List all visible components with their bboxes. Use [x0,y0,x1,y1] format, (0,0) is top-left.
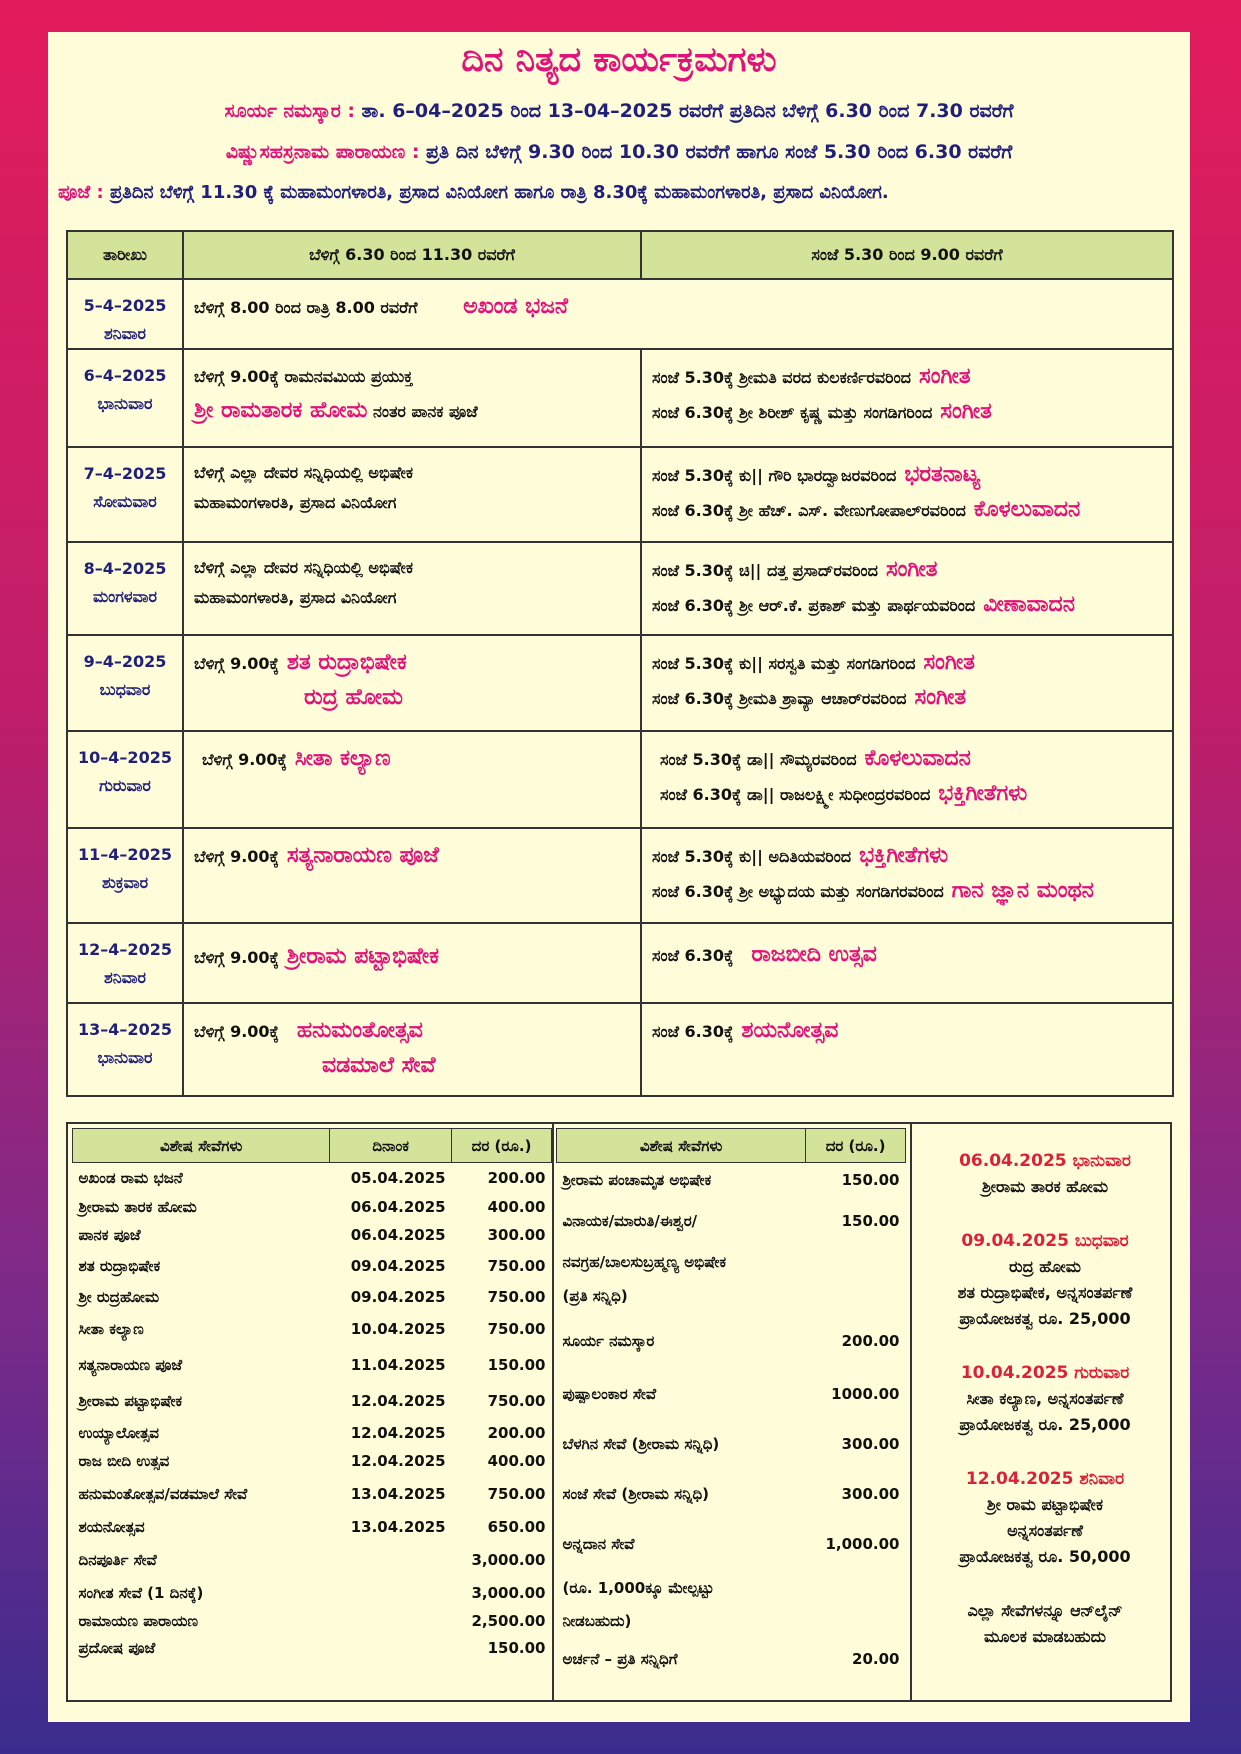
seva-row: ಪ್ರದೋಷ ಪೂಜೆ 150.00 [78,1638,546,1657]
table-row: 8–4–2025 ಮಂಗಳವಾರ ಬೆಳಿಗ್ಗೆ ಎಲ್ಲಾ ದೇವರ ಸನ್ನಿಧಿಯಲ್ಲಿ ಅಭಿಷೇಕ ಮಹಾಮಂಗಳಾರತಿ, ಪ್ರಸಾದ ವಿನಿಯೋಗ ಸಂಜೆ 5.30ಕ್ಕೆ ಚಿ|| ದತ್ತ ಪ್ರಸಾದ್‌ರವರಿಂದ ಸಂಗೀತ ಸಂಜೆ 6.30ಕ್ಕೆ ಶ್ರೀ ಆರ್.ಕೆ. ಪ್ರಕಾಶ್ ಮತ್ತು ಪಾರ್ಥಯವರಿಂದ ವೀಣಾವಾದನ [67,542,1173,635]
sponsorship-notes: 06.04.2025 ಭಾನುವಾರ ಶ್ರೀರಾಮ ತಾರಕ ಹೋಮ 09.04.2025 ಬುಧವಾರ ರುದ್ರ ಹೋಮ ಶತ ರುದ್ರಾಭಿಷೇಕ, ಅನ್ನಸಂತರ್ಪಣೆ ಪ್ರಾಯೋಜಕತ್ವ ರೂ. 25,000 10.04.2025 ಗುರುವಾರ ಸೀತಾ ಕಲ್ಯಾಣ, ಅನ್ನಸಂತರ್ಪಣೆ ಪ್ರಾಯೋಜಕತ್ವ ರೂ. 25,000 12.04.2025 ಶನಿವಾರ ಶ್ರೀ ರಾಮ ಪಟ್ಟಾಭಿಷೇಕ ಅನ್ನಸಂತರ್ಪಣೆ ಪ್ರಾಯೋಜಕತ್ವ ರೂ. 50,000 ಎಲ್ಲಾ ಸೇವೆಗಳನ್ನೂ ಆನ್‌ಲೈನ್ ಮೂಲಕ ಮಾಡಬಹುದು [957,1151,1133,1646]
seva-row: ನವಗ್ರಹ/ಬಾಲಸುಬ್ರಹ್ಮಣ್ಯ ಅಭಿಷೇಕ [562,1252,727,1271]
seva-row: ಪಾನಕ ಪೂಜೆ 06.04.2025 300.00 [78,1225,546,1244]
seva-row: ಶ್ರೀ ರುದ್ರಹೋಮ 09.04.2025 750.00 [78,1287,546,1306]
special-sevas-rates-table: ವಿಶೇಷ ಸೇವೆಗಳು ದರ (ರೂ.) ಶ್ರೀರಾಮ ಪಂಚಾಮೃತ ಅಭಿಷೇಕ 150.00 ವಿನಾಯಕ/ಮಾರುತಿ/ಈಶ್ವರ/ 150.00 ನವಗ್ರಹ/ಬಾಲಸುಬ್ರಹ್ಮಣ್ಯ ಅಭಿಷೇಕ (ಪ್ರತಿ ಸನ್ನಿಧಿ) ಸೂರ್ಯ ನಮಸ್ಕಾರ 200.00 ಪುಷ್ಪಾಲಂಕಾರ ಸೇವೆ 1000.00 ಬೆಳಗಿನ ಸೇವೆ (ಶ್ರೀರಾಮ ಸನ್ನಿಧಿ) 300.00 ಸಂಜೆ ಸೇವೆ (ಶ್ರೀರಾಮ ಸನ್ನಿಧಿ) 300.00 ಅನ್ನದಾನ ಸೇವೆ 1,000.00 (ರೂ. 1,000ಕ್ಕೂ ಮೇಲ್ಪಟ್ಟು ನೀಡಬಹುದು) ಅರ್ಚನೆ – ಪ್ರತಿ ಸನ್ನಿಧಿಗೆ 20.00 [556,1128,906,1683]
header-evening: ಸಂಜೆ 5.30 ರಿಂದ 9.00 ರವರೆಗೆ [641,231,1173,279]
table-row: 7–4–2025 ಸೋಮವಾರ ಬೆಳಿಗ್ಗೆ ಎಲ್ಲಾ ದೇವರ ಸನ್ನಿಧಿಯಲ್ಲಿ ಅಭಿಷೇಕ ಮಹಾಮಂಗಳಾರತಿ, ಪ್ರಸಾದ ವಿನಿಯೋಗ ಸಂಜೆ 5.30ಕ್ಕೆ ಕು|| ಗೌರಿ ಭಾರದ್ವಾಜರವರಿಂದ ಭರತನಾಟ್ಯ ಸಂಜೆ 6.30ಕ್ಕೆ ಶ್ರೀ ಹೆಚ್. ಎಸ್. ವೇಣುಗೋಪಾಲ್‌ರವರಿಂದ ಕೊಳಲುವಾದನ [67,447,1173,542]
seva-row: ಶ್ರೀರಾಮ ತಾರಕ ಹೋಮ 06.04.2025 400.00 [78,1197,546,1216]
seva-row: ಪುಷ್ಪಾಲಂಕಾರ ಸೇವೆ 1000.00 [562,1384,900,1403]
seva-row: ಶ್ರೀರಾಮ ಪಂಚಾಮೃತ ಅಭಿಷೇಕ 150.00 [562,1170,900,1189]
seva-row: ಶಯನೋತ್ಸವ 13.04.2025 650.00 [78,1517,546,1536]
seva-row: ಅನ್ನದಾನ ಸೇವೆ 1,000.00 [562,1534,900,1553]
seva-row: (ಪ್ರತಿ ಸನ್ನಿಧಿ) [562,1286,628,1305]
table-row: 13–4–2025 ಭಾನುವಾರ ಬೆಳಿಗ್ಗೆ 9.00ಕ್ಕೆ ಹನುಮಂತೋತ್ಸವ ವಡಮಾಲೆ ಸೇವೆ ಸಂಜೆ 6.30ಕ್ಕೆ ಶಯನೋತ್ಸವ [67,1003,1173,1096]
seva-row: ಸಂಜೆ ಸೇವೆ (ಶ್ರೀರಾಮ ಸನ್ನಿಧಿ) 300.00 [562,1484,900,1503]
intro-pooja: ಪೂಜೆ : ಪ್ರತಿದಿನ ಬೆಳಿಗ್ಗೆ 11.30 ಕ್ಕೆ ಮಹಾಮಂಗಳಾರತಿ, ಪ್ರಸಾದ ವಿನಿಯೋಗ ಹಾಗೂ ರಾತ್ರಿ 8.30ಕ್ಕೆ ಮಹಾಮಂಗಳಾರತಿ, ಪ್ರಸಾದ ವಿನಿಯೋಗ. [58,182,889,203]
seva-row: ರಾಮಾಯಣ ಪಾರಾಯಣ 2,500.00 [78,1611,546,1630]
header-morning: ಬೆಳಿಗ್ಗೆ 6.30 ರಿಂದ 11.30 ರವರೆಗೆ [183,231,641,279]
poster-panel [48,32,1190,1722]
seva-row: ನೀಡಬಹುದು) [562,1611,632,1630]
seva-row: (ರೂ. 1,000ಕ್ಕೂ ಮೇಲ್ಪಟ್ಟು [562,1578,714,1597]
special-sevas-table: ವಿಶೇಷ ಸೇವೆಗಳು ದಿನಾಂಕ ದರ (ರೂ.) ಅಖಂಡ ರಾಮ ಭಜನೆ 05.04.2025 200.00 ಶ್ರೀರಾಮ ತಾರಕ ಹೋಮ 06.04.2025 400.00 ಪಾನಕ ಪೂಜೆ 06.04.2025 300.00 ಶತ ರುದ್ರಾಭಿಷೇಕ 09.04.2025 750.00 ಶ್ರೀ ರುದ್ರಹೋಮ 09.04.2025 750.00 ಸೀತಾ ಕಲ್ಯಾಣ 10.04.2025 750.00 ಸತ್ಯನಾರಾಯಣ ಪೂಜೆ 11.04.2025 150.00 ಶ್ರೀರಾಮ ಪಟ್ಟಾಭಿಷೇಕ 12.04.2025 750.00 ಉಯ್ಯಾಲೋತ್ಸವ 12.04.2025 200.00 ರಾಜ ಬೀದಿ ಉತ್ಸವ 12.04.2025 400.00 ಹನುಮಂತೋತ್ಸವ/ವಡಮಾಲೆ ಸೇವೆ 13.04.2025 750.00 ಶಯನೋತ್ಸವ 13.04.2025 650.00 ದಿನಪೂರ್ತಿ ಸೇವೆ 3,000.00 ಸಂಗೀತ ಸೇವೆ (1 ದಿನಕ್ಕೆ) 3,000.00 ರಾಮಾಯಣ ಪಾರಾಯಣ 2,500.00 ಪ್ರದೋಷ ಪೂಜೆ 150.00 [72,1128,552,1661]
seva-row: ದಿನಪೂರ್ತಿ ಸೇವೆ 3,000.00 [78,1550,546,1569]
seva-row: ಸತ್ಯನಾರಾಯಣ ಪೂಜೆ 11.04.2025 150.00 [78,1355,546,1374]
seva-row: ಅರ್ಚನೆ – ಪ್ರತಿ ಸನ್ನಿಧಿಗೆ 20.00 [562,1649,900,1668]
seva-row: ರಾಜ ಬೀದಿ ಉತ್ಸವ 12.04.2025 400.00 [78,1451,546,1470]
page-title: ದಿನ ನಿತ್ಯದ ಕಾರ್ಯಕ್ರಮಗಳು [461,40,777,80]
seva-row: ಉಯ್ಯಾಲೋತ್ಸವ 12.04.2025 200.00 [78,1423,546,1442]
seva-row: ಸೂರ್ಯ ನಮಸ್ಕಾರ 200.00 [562,1331,900,1350]
seva-row: ಶತ ರುದ್ರಾಭಿಷೇಕ 09.04.2025 750.00 [78,1256,546,1275]
seva-row: ಬೆಳಗಿನ ಸೇವೆ (ಶ್ರೀರಾಮ ಸನ್ನಿಧಿ) 300.00 [562,1434,900,1453]
seva-section [66,1122,1172,1702]
intro-surya-namaskara: ಸೂರ್ಯ ನಮಸ್ಕಾರ : ತಾ. 6–04–2025 ರಿಂದ 13–04–2025 ರವರೆಗೆ ಪ್ರತಿದಿನ ಬೆಳಿಗ್ಗೆ 6.30 ರಿಂದ 7.30 ರವರೆಗೆ [224,100,1014,122]
seva-row: ಅಖಂಡ ರಾಮ ಭಜನೆ 05.04.2025 200.00 [78,1168,546,1187]
seva-row: ಸೀತಾ ಕಲ್ಯಾಣ 10.04.2025 750.00 [78,1319,546,1338]
table-row: 10–4–2025 ಗುರುವಾರ ಬೆಳಿಗ್ಗೆ 9.00ಕ್ಕೆ ಸೀತಾ ಕಲ್ಯಾಣ ಸಂಜೆ 5.30ಕ್ಕೆ ಡಾ|| ಸೌಮ್ಯರವರಿಂದ ಕೊಳಲುವಾದನ ಸಂಜೆ 6.30ಕ್ಕೆ ಡಾ|| ರಾಜಲಕ್ಷ್ಮೀ ಸುಧೀಂದ್ರರವರಿಂದ ಭಕ್ತಿಗೀತೆಗಳು [67,731,1173,828]
schedule-table [66,230,1174,1097]
divider [552,1124,554,1700]
seva-row: ಶ್ರೀರಾಮ ಪಟ್ಟಾಭಿಷೇಕ 12.04.2025 750.00 [78,1391,546,1410]
intro-vishnu-sahasranama: ವಿಷ್ಣುಸಹಸ್ರನಾಮ ಪಾರಾಯಣ : ಪ್ರತಿ ದಿನ ಬೆಳಿಗ್ಗೆ 9.30 ರಿಂದ 10.30 ರವರೆಗೆ ಹಾಗೂ ಸಂಜೆ 5.30 ರಿಂದ 6.30 ರವರೆಗೆ [225,141,1013,163]
divider [910,1124,912,1700]
table-row: 12–4–2025 ಶನಿವಾರ ಬೆಳಿಗ್ಗೆ 9.00ಕ್ಕೆ ಶ್ರೀರಾಮ ಪಟ್ಟಾಭಿಷೇಕ ಸಂಜೆ 6.30ಕ್ಕೆ ರಾಜಬೀದಿ ಉತ್ಸವ [67,923,1173,1003]
table-row: 6–4–2025 ಭಾನುವಾರ ಬೆಳಿಗ್ಗೆ 9.00ಕ್ಕೆ ರಾಮನವಮಿಯ ಪ್ರಯುಕ್ತ ಶ್ರೀ ರಾಮತಾರಕ ಹೋಮ ನಂತರ ಪಾನಕ ಪೂಜೆ ಸಂಜೆ 5.30ಕ್ಕೆ ಶ್ರೀಮತಿ ವರದ ಕುಲಕರ್ಣಿರವರಿಂದ ಸಂಗೀತ ಸಂಜೆ 6.30ಕ್ಕೆ ಶ್ರೀ ಶಿರೀಶ್ ಕೃಷ್ಣ ಮತ್ತು ಸಂಗಡಿಗರಿಂದ ಸಂಗೀತ [67,349,1173,447]
seva-row: ಸಂಗೀತ ಸೇವೆ (1 ದಿನಕ್ಕೆ) 3,000.00 [78,1583,546,1602]
seva-row: ಹನುಮಂತೋತ್ಸವ/ವಡಮಾಲೆ ಸೇವೆ 13.04.2025 750.00 [78,1484,546,1503]
table-row: 11–4–2025 ಶುಕ್ರವಾರ ಬೆಳಿಗ್ಗೆ 9.00ಕ್ಕೆ ಸತ್ಯನಾರಾಯಣ ಪೂಜೆ ಸಂಜೆ 5.30ಕ್ಕೆ ಕು|| ಅದಿತಿಯವರಿಂದ ಭಕ್ತಿಗೀತೆಗಳು ಸಂಜೆ 6.30ಕ್ಕೆ ಶ್ರೀ ಅಭ್ಯುದಯ ಮತ್ತು ಸಂಗಡಿಗರವರಿಂದ ಗಾನ ಜ್ಞಾನ ಮಂಥನ [67,828,1173,923]
header-date: ತಾರೀಖು [67,231,183,279]
table-row: 9–4–2025 ಬುಧವಾರ ಬೆಳಿಗ್ಗೆ 9.00ಕ್ಕೆ ಶತ ರುದ್ರಾಭಿಷೇಕ ರುದ್ರ ಹೋಮ ಸಂಜೆ 5.30ಕ್ಕೆ ಕು|| ಸರಸ್ವತಿ ಮತ್ತು ಸಂಗಡಿಗರಿಂದ ಸಂಗೀತ ಸಂಜೆ 6.30ಕ್ಕೆ ಶ್ರೀಮತಿ ಶ್ರಾವ್ಯಾ ಆಚಾರ್‌ರವರಿಂದ ಸಂಗೀತ [67,635,1173,731]
table-row: 5–4–2025 ಶನಿವಾರ ಬೆಳಿಗ್ಗೆ 8.00 ರಿಂದ ರಾತ್ರಿ 8.00 ರವರೆಗೆ ಅಖಂಡ ಭಜನೆ [67,279,1173,349]
seva-row: ವಿನಾಯಕ/ಮಾರುತಿ/ಈಶ್ವರ/ 150.00 [562,1211,900,1230]
